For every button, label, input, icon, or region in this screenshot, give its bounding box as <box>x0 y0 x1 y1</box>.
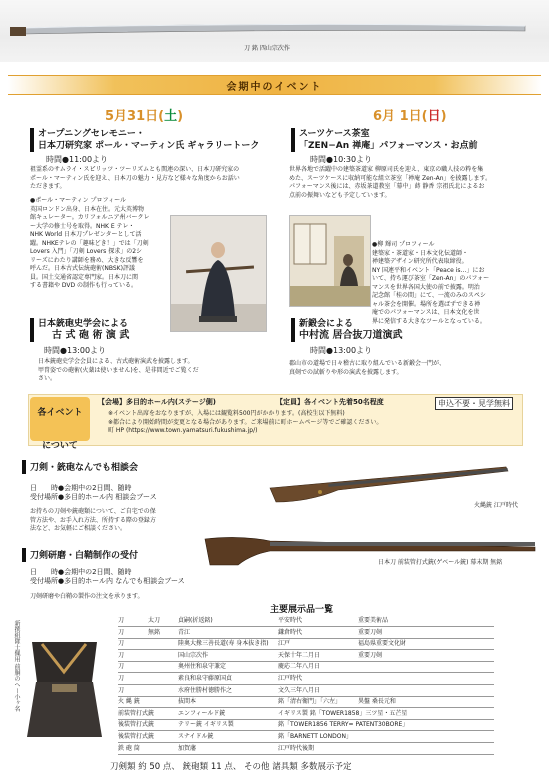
info-notes: ※イベント出席をおなりますが、入場には観覧料500円がかかります。(高校生以下無料) ※都合により開始時間が変更となる場合があります。ご来場前に町ホームページ等でご確認ください。 町 HP (https://www.town.yamatsuri.fukushima.jp/) <box>108 410 383 434</box>
table-cell: 天保十年二月日 <box>278 651 321 659</box>
info-quota: 【定員】各イベント先着50名程度 <box>276 398 384 406</box>
matchlock-caption: 火縄銃 江戸時代 <box>474 502 518 509</box>
table-cell: 江戸 <box>278 640 291 648</box>
table-cell: 後装管打式銃 <box>118 733 155 740</box>
table-row <box>118 651 494 662</box>
table-cell: 太刀 <box>148 617 161 624</box>
sword-caption: 刀 銘 四山宗次作 <box>244 45 290 52</box>
day2-event1-title2: 「ZEN−An 禅庵」パフォーマンス・お点前 <box>299 141 478 151</box>
table-row <box>118 720 494 731</box>
table-cell: 抜間本 <box>178 698 197 706</box>
table-cell: イギリス製 銘「TOWER1858」三ツ星・五芒星 <box>278 709 408 717</box>
tea-room-photo <box>289 215 371 307</box>
day2-event2-title2: 中村流 居合抜刀道演武 <box>299 330 403 341</box>
consult-line2: 受付場所●多目的ホール内 相談会ブース <box>30 493 157 501</box>
table-cell: 刀 <box>118 675 125 682</box>
table-row <box>118 639 494 650</box>
table-cell: 鉄 砲 筒 <box>118 744 140 752</box>
table-cell: 江戸時代後期 <box>278 744 315 752</box>
armor-caption: 新撰組隊士佩用 前胴のへー小ヶ名 <box>13 620 20 712</box>
armor-image <box>22 622 107 742</box>
table-cell: 奥州住和泉守兼定 <box>178 663 227 671</box>
day1-dow: 土 <box>164 109 178 124</box>
table-cell: 貞嗣(折返銘) <box>178 617 213 624</box>
table-cell: 江戸時代 <box>278 675 303 682</box>
table-cell: 重要刀剣 <box>358 628 383 636</box>
day1-event1-title1: オープニングセレモニー・ <box>38 129 145 139</box>
section-bar <box>291 128 295 152</box>
consult-title: 刀剣・銃砲なんでも相談会 <box>30 463 139 473</box>
table-row <box>118 674 494 685</box>
tea-room-image <box>290 216 370 306</box>
table-row <box>118 697 494 708</box>
table-row <box>118 709 494 720</box>
day1-event1-title2: 日本刀研究家 ポール・マーティン氏 ギャラリートーク <box>38 141 260 151</box>
table-cell: テリー銃 イギリス製 <box>178 721 234 729</box>
table-cell: スナイドル銃 <box>178 733 214 740</box>
day1-event2-title1: 日本銃砲史学会による <box>38 319 129 329</box>
table-row <box>118 628 494 639</box>
day2-profile: ●柳 輝司 プロフィール 建築家・茶道家・日本文化伝道師・ 禅建築デザイン研究所代表取締役。 NY 国連平和イベント「Peace is…」にお いて、持ち運び茶室「Zen-An」のパフォー マンスを世界各国大使の前で披露。明治 記念館「桂の間」にて、一流のみのスペシ ャル茶会を開催。場所を選ばずできる禅 庵でのパフォーマンスは、日本文化を世 界に発信する大きなツールとなっている。 <box>372 241 490 325</box>
table-cell: 無銘 <box>148 628 161 636</box>
table-cell: 加賀藩 <box>178 744 197 752</box>
polish-line2: 受付場所●多目的ホール内 なんでも相談会ブース <box>30 577 185 585</box>
table-cell: 文久三年八月日 <box>278 686 321 694</box>
day1-event2-desc: 日本銃砲史学会会員による、古式砲術演武を披露します。 甲冑姿での砲術(火薬は使いません)を、是非間近でご覧くだ さい。 <box>38 358 199 382</box>
table-cell: 刀 <box>118 628 125 636</box>
consult-desc: お持ちの刀剣や銃砲類について、ご自宅での保 管方法や、お手入れ方法、所持する際の登録方 法など、お気軽にご相談ください。 <box>30 508 156 532</box>
table-cell: 銘「BARNETT LONDON」 <box>278 733 352 740</box>
banner-title: 会期中のイベント <box>226 82 323 93</box>
table-row <box>118 744 494 755</box>
table-row <box>118 616 494 627</box>
table-cell: 福島県重要文化財 <box>358 640 407 648</box>
events-banner <box>8 75 541 95</box>
info-label: 各イベント について <box>30 397 90 441</box>
table-cell: 国山宗次作 <box>178 651 209 659</box>
table-cell: 銘「清右衛門」「六左」 <box>278 698 342 706</box>
matchlock-illustration <box>268 462 538 522</box>
table-cell: 陸奥大掾三善長道(寿 身本抜き指) <box>178 640 269 648</box>
matchlock-gun-image <box>268 462 538 522</box>
apply-notice-badge: 申込不要・見学無料 <box>435 397 513 410</box>
day1-event1-desc: 祖霊系のサムライ・スピリッツ・ツーリズムとも関連の深い、日本刀研究家の ポール・マーティン氏を迎え、日本刀の魅力・見方など様々な角度からお話い ただきます。 <box>30 166 240 190</box>
tang-shape <box>10 27 26 36</box>
day2-event1-desc: 世界各地で活躍中の建築茶道家 柳原司氏を迎え、東京の職人技の粋を集 めた、スーツケースに収納可能な組立茶室「禅庵 Zen-An」を披露します。 パフォーマンス後には、赤坂茶道教室「幕中」蒔 静香 宗祖氏北によるお 点前の振舞いなども予定しています。 <box>289 166 492 199</box>
day2-event1-time: 時間●10:30より <box>310 155 373 164</box>
day2-event2-time: 時間●13:00より <box>310 346 373 355</box>
table-cell: 鎌倉時代 <box>278 628 303 636</box>
section-bar <box>22 548 26 562</box>
polish-desc: 刀剣研磨や白鞘の製作の注文を承ります。 <box>30 593 144 600</box>
table-row <box>118 732 494 743</box>
gewehr-illustration <box>200 525 540 575</box>
day1-date: 5月31日 <box>105 109 159 124</box>
exhibits-footer: 刀剣類 約 50 点、 銃砲類 11 点、 その他 諸具類 多数展示予定 <box>110 762 352 772</box>
day1-date-heading: 5月31日(土) <box>105 109 184 124</box>
day2-event2-desc: 郡山市の道場で日々稽古に取り組んでいる新鍛会一門が、 真剣での試斬りや形の演武を披露します。 <box>289 360 446 376</box>
day1-event2-title2: 古 式 砲 術 演 武 <box>52 330 130 341</box>
day2-dow: 日 <box>427 109 441 124</box>
day2-date-heading: 6月 1日(日) <box>373 109 447 124</box>
day2-event2-title1: 新鍛会による <box>299 319 354 329</box>
table-cell: 異盤 桑長元和 <box>358 698 396 706</box>
gewehr-caption: 日本刀 前装管打式銃(ゲベール銃) 幕末期 無銘 <box>378 559 503 566</box>
polish-title: 刀剣研磨・白鞘制作の受付 <box>30 551 139 561</box>
table-cell: 重要刀剣 <box>358 651 383 659</box>
armor-photo <box>22 622 107 742</box>
table-cell: 重要美術品 <box>358 617 389 624</box>
table-cell: 水府住勝村徳勝作之 <box>178 686 233 694</box>
table-cell: 火 縄 銃 <box>118 698 140 706</box>
table-row <box>118 662 494 673</box>
consult-line1: 日 時●会期中の2日間、随時 <box>30 484 132 492</box>
presenter-figure-image <box>171 216 266 331</box>
day1-event1-time: 時間●11:00より <box>46 155 109 164</box>
table-cell: 刀 <box>118 686 125 694</box>
day1-profile: ●ポール・マーティン プロフィール 英国ロンドン出身、日本在住。元大英博物 館キュレーター。カリフォルニア州バークレ ー大学の修士号を取得。NHK E テレ・ NHK World 日本刀プレゼンターとして活 躍。NHKEテレの「趣味どき！」では「刀剣 Lovers 入門」「刀剣 Lovers 探求」の2シ リーズにわたり講師を務め、大きな反響を 呼んだ。日本古式伝統砲術(NBSK)評議 員。国土交通省認定専門家。日本刀に関 する書籍や DVD の制作も行っている。 <box>30 197 150 289</box>
section-bar <box>291 318 295 342</box>
table-cell: 前装管打式銃 <box>118 709 155 717</box>
table-cell: 素良和泉守藤原国貞 <box>178 675 233 682</box>
day1-event2-time: 時間●13:00より <box>44 346 107 355</box>
info-place: 【会場】多目的ホール内(ステージ側) <box>98 398 216 406</box>
header-sword-image <box>0 0 549 62</box>
section-bar <box>22 460 26 474</box>
table-cell: 青江 <box>178 628 191 636</box>
table-row <box>118 686 494 697</box>
polish-line1: 日 時●会期中の2日間、随時 <box>30 568 132 576</box>
table-cell: 刀 <box>118 640 125 648</box>
exhibits-title: 主要展示品一覧 <box>270 605 334 615</box>
section-bar <box>30 318 34 342</box>
day2-date: 6月 1日 <box>373 109 422 124</box>
table-cell: 刀 <box>118 663 125 671</box>
table-cell: 平安時代 <box>278 617 303 624</box>
table-cell: 慶応二年八月日 <box>278 663 321 671</box>
table-cell: 銘「TOWER1856 TERRY= PATENT30BORE」 <box>278 721 409 729</box>
table-cell: 刀 <box>118 617 125 624</box>
paul-martin-photo <box>170 215 267 332</box>
day2-event1-title1: スーツケース茶室 <box>299 129 370 139</box>
section-bar <box>30 128 34 152</box>
table-cell: 後装管打式銃 <box>118 721 155 729</box>
table-cell: 刀 <box>118 651 125 659</box>
table-cell: エンフィールド銃 <box>178 709 226 717</box>
gewehr-gun-image <box>200 525 540 575</box>
